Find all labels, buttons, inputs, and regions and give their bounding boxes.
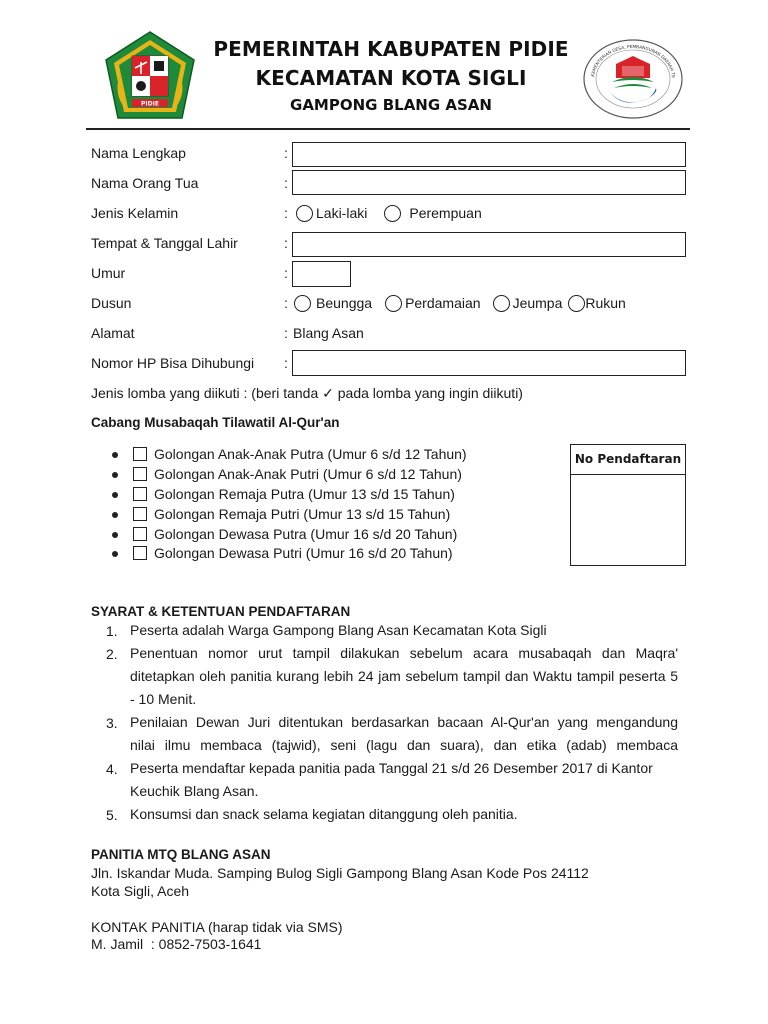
cabang-item-label: Golongan Anak-Anak Putri (Umur 6 s/d 12 Tahun) [154, 466, 462, 482]
dusun-option-label: Jeumpa [512, 295, 563, 311]
checkbox[interactable] [133, 467, 147, 481]
term-text [130, 757, 678, 803]
alamat-value: Blang Asan [293, 325, 364, 341]
term-number: 3. [106, 715, 118, 731]
term-line: nilai ilmu membaca (tajwid), seni (lagu dan suara), dan etika (adab) membaca [130, 737, 678, 753]
nama-lengkap-label: Nama Lengkap [91, 145, 186, 161]
term-number: 1. [106, 623, 118, 639]
term-line: Peserta mendaftar kepada panitia pada Tanggal 21 s/d 26 Desember 2017 di Kantor [130, 760, 653, 776]
term-line: ditetapkan oleh panitia kurang lebih 24 jam sebelum tampil dan Waktu tampil peserta 5 [130, 668, 678, 684]
dusun-option-jeumpa[interactable] [493, 293, 563, 313]
ttl-label: Tempat & Tanggal Lahir [91, 235, 238, 251]
checkbox[interactable] [133, 527, 147, 541]
lomba-instruction: Jenis lomba yang diikuti : (beri tanda ✓ pada lomba yang ingin diikuti) [91, 385, 523, 401]
svg-text:KEMENTERIAN DESA, PEMBANGUNAN: KEMENTERIAN DESA, PEMBANGUNAN DAERAH TE [591, 44, 676, 79]
alamat-label: Alamat [91, 325, 135, 341]
colon: : [284, 205, 288, 221]
cabang-item-label: Golongan Anak-Anak Putra (Umur 6 s/d 12 Tahun) [154, 446, 467, 462]
umur-field[interactable] [292, 261, 351, 287]
dusun-option-label: Beungga [316, 295, 373, 311]
bullet-icon [112, 532, 118, 538]
cabang-item-label: Golongan Remaja Putra (Umur 13 s/d 15 Tahun) [154, 486, 455, 502]
panitia-address-line: Jln. Iskandar Muda. Samping Bulog Sigli Gampong Blang Asan Kode Pos 24112 [91, 865, 589, 881]
gender-option-perempuan[interactable] [384, 203, 481, 223]
cabang-item-label: Golongan Dewasa Putri (Umur 16 s/d 20 Tahun) [154, 545, 453, 561]
letterhead [0, 0, 768, 128]
dusun-option-beungga[interactable] [294, 293, 372, 313]
term-number: 4. [106, 761, 118, 777]
colon: : [284, 175, 288, 191]
gender-option-label: Laki-laki [316, 205, 368, 221]
jenis-kelamin-label: Jenis Kelamin [91, 205, 179, 221]
checkbox[interactable] [133, 487, 147, 501]
radio-circle-icon[interactable] [568, 295, 585, 312]
cabang-item-label: Golongan Dewasa Putra (Umur 16 s/d 20 Tahun) [154, 526, 458, 542]
svg-text:PIDIE: PIDIE [141, 100, 159, 108]
kontak-title: KONTAK PANITIA (harap tidak via SMS) [91, 919, 343, 935]
term-text [130, 688, 678, 711]
cabang-title: Cabang Musabaqah Tilawatil Al-Qur'an [91, 415, 340, 430]
term-line: Konsumsi dan snack selama kegiatan ditanggung oleh panitia. [130, 806, 518, 822]
colon: : [284, 355, 288, 371]
term-number: 2. [106, 646, 118, 662]
checkbox[interactable] [133, 447, 147, 461]
nama-orang-tua-field[interactable] [292, 170, 686, 195]
term-text [130, 642, 678, 688]
gender-radio-group [296, 203, 482, 223]
term-line: Peserta adalah Warga Gampong Blang Asan Kecamatan Kota Sigli [130, 622, 547, 638]
term-line: Keuchik Blang Asan. [130, 783, 259, 799]
contact-phone: M. Jamil : 0852-7503-1641 [91, 936, 262, 952]
nama-orang-tua-label: Nama Orang Tua [91, 175, 199, 191]
list-item [112, 464, 462, 484]
dusun-radio-group [294, 293, 626, 313]
dusun-option-rukun[interactable] [568, 293, 625, 313]
bullet-icon [112, 452, 118, 458]
checkbox[interactable] [133, 546, 147, 560]
letterhead-title-block [200, 35, 582, 117]
colon: : [284, 265, 288, 281]
pidie-emblem-logo [102, 30, 198, 122]
radio-circle-icon[interactable] [493, 295, 510, 312]
bullet-icon [112, 512, 118, 518]
list-item [112, 444, 467, 464]
colon: : [284, 325, 288, 341]
list-item [112, 543, 453, 563]
bullet-icon [112, 551, 118, 557]
no-pendaftaran-box [570, 444, 686, 566]
bullet-icon [112, 472, 118, 478]
syarat-title: SYARAT & KETENTUAN PENDAFTARAN [91, 604, 351, 619]
district-title: KECAMATAN KOTA SIGLI [255, 66, 527, 90]
colon: : [284, 295, 288, 311]
government-title: PEMERINTAH KABUPATEN PIDIE [213, 37, 569, 61]
dusun-option-perdamaian[interactable] [385, 293, 481, 313]
radio-circle-icon[interactable] [384, 205, 401, 222]
nomor-hp-field[interactable] [292, 350, 686, 376]
list-item [112, 504, 450, 524]
cabang-item-label: Golongan Remaja Putri (Umur 13 s/d 15 Tahun) [154, 506, 451, 522]
nomor-hp-label: Nomor HP Bisa Dihubungi [91, 355, 255, 371]
umur-label: Umur [91, 265, 126, 281]
kemendesa-logo [582, 38, 684, 120]
radio-circle-icon[interactable] [296, 205, 313, 222]
term-number: 5. [106, 807, 118, 823]
term-text [130, 803, 678, 826]
village-title: GAMPONG BLANG ASAN [290, 96, 492, 114]
header-divider [86, 128, 690, 130]
bullet-icon [112, 492, 118, 498]
no-pendaftaran-label: No Pendaftaran [571, 445, 685, 475]
colon: : [284, 145, 288, 161]
dusun-option-label: Rukun [585, 295, 626, 311]
term-line: - 10 Menit. [130, 691, 197, 707]
nama-lengkap-field[interactable] [292, 142, 686, 167]
gender-option-laki-laki[interactable] [296, 203, 367, 223]
colon: : [284, 235, 288, 251]
dusun-label: Dusun [91, 295, 132, 311]
no-pendaftaran-field[interactable] [571, 475, 685, 565]
list-item [112, 484, 455, 504]
radio-circle-icon[interactable] [385, 295, 402, 312]
gender-option-label: Perempuan [409, 205, 482, 221]
radio-circle-icon[interactable] [294, 295, 311, 312]
list-item [112, 524, 457, 544]
panitia-city-line: Kota Sigli, Aceh [91, 883, 190, 899]
term-line: Penentuan nomor urut tampil dilakukan sebelum acara musabaqah dan Maqra' [130, 645, 678, 661]
panitia-title: PANITIA MTQ BLANG ASAN [91, 847, 271, 862]
dusun-option-label: Perdamaian [405, 295, 481, 311]
term-text [130, 711, 678, 757]
term-line: Penilaian Dewan Juri ditentukan berdasarkan bacaan Al-Qur'an yang mengandung [130, 714, 678, 730]
checkbox[interactable] [133, 507, 147, 521]
ttl-field[interactable] [292, 232, 686, 257]
term-text [130, 619, 678, 642]
